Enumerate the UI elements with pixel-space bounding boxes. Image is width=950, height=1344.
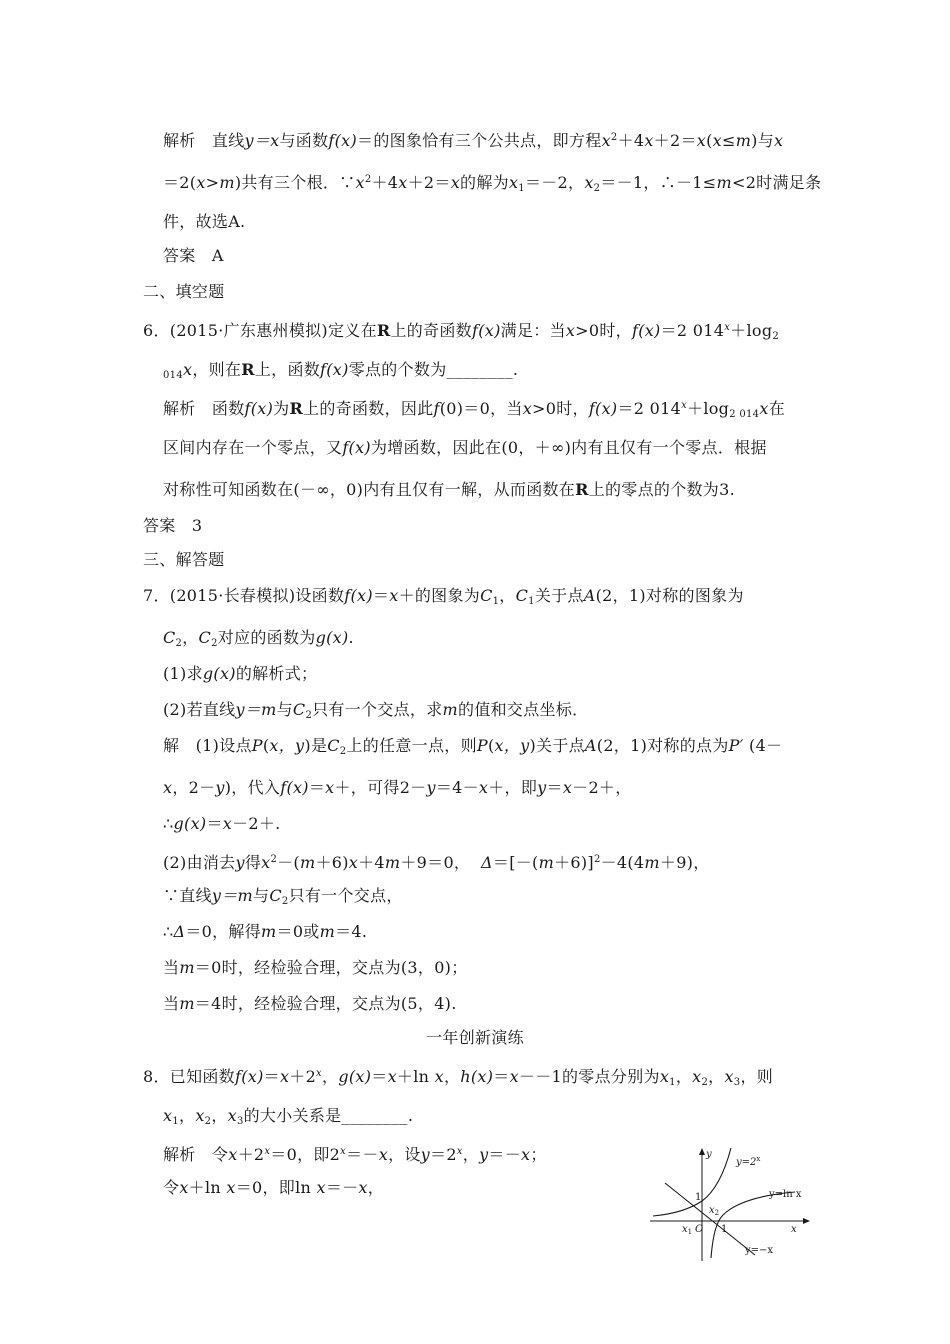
- q6-analysis-line-2: 区间内存在一个零点，又f(x)为增函数，因此在(0，＋∞)内有且仅有一个零点．根据: [163, 438, 767, 457]
- label-x1: $x_1$: [682, 1224, 693, 1236]
- x-axis-arrow: [803, 1218, 810, 1224]
- q8-analysis-line-2: 令x＋ln x＝0，即ln x＝－x，: [163, 1178, 385, 1197]
- q5-analysis-line-1: 解析 直线y＝x与函数f(x)＝的图象恰有三个公共点，即方程$x^2+4x+2=x(x\le m)$与x: [163, 131, 784, 150]
- q7-solution-line-5: ∵直线y＝m与$C_2$只有一个交点，: [163, 886, 403, 907]
- q8-stem-line-2: $x_1$，$x_2$，$x_3$的大小关系是________.: [163, 1106, 414, 1127]
- label-origin: O: [695, 1224, 704, 1235]
- q5-analysis-line-3: 件，故选A.: [163, 212, 246, 231]
- q7-solution-line-3: ∴g(x)＝x－2＋.: [163, 814, 281, 833]
- label-axis-y: y: [706, 1149, 712, 1160]
- section-heading-innovation: 一年创新演练: [426, 1028, 524, 1047]
- section-2-heading: 二、填空题: [143, 282, 225, 301]
- function-graph-figure: [645, 1143, 815, 1263]
- label-one-x: 1: [721, 1224, 728, 1235]
- section-3-heading: 三、解答题: [143, 550, 225, 569]
- label-y-lnx: y=ln x: [769, 1189, 802, 1200]
- q6-stem-line-1: 6．(2015·广东惠州模拟)定义在R上的奇函数f(x)满足：当x>0时，f(x)＝2 $014^x+\log_2$: [143, 321, 780, 342]
- label-one-y: 1: [695, 1192, 702, 1203]
- q6-analysis-line-3: 对称性可知函数在(－∞，0)内有且仅有一解，从而函数在R上的零点的个数为3.: [163, 480, 735, 499]
- label-y-2x: $y=2^x$: [736, 1155, 761, 1168]
- q7-solution-line-1: 解 (1)设点P(x，y)是$C_2$上的任意一点，则P(x，y)关于点A(2，1)对称的点为P′ (4－: [163, 736, 783, 757]
- q5-analysis-line-2: ＝2(x>m)共有三个根．$\because x^2+4x+2=x$的解为$x_1=-2$，$x_2=-1$，∴－1≤m<2时满足条: [163, 173, 822, 194]
- q6-answer: 答案 3: [143, 516, 203, 535]
- q6-stem-line-2: $_{014}$x，则在R上，函数f(x)零点的个数为________.: [163, 360, 519, 381]
- q7-stem-line-1: 7．(2015·长春模拟)设函数f(x)＝x＋的图象为$C_1$，$C_1$关于点A(2，1)对称的图象为: [143, 586, 744, 607]
- curve-exponential: [653, 1148, 731, 1216]
- q7-solution-line-2: x，2－y)，代入f(x)＝x＋，可得2－y＝4－x＋，即y＝x－2＋，: [163, 778, 632, 797]
- q7-subquestion-2: (2)若直线y＝m与$C_2$只有一个交点，求m的值和交点坐标．: [163, 700, 589, 721]
- q7-solution-line-8: 当m＝4时，经检验合理，交点为(5，4).: [163, 994, 457, 1013]
- label-y-negx: y=−x: [745, 1245, 774, 1256]
- q7-subquestion-1: (1)求g(x)的解析式；: [163, 664, 318, 683]
- label-x2: $x_2$: [709, 1205, 720, 1217]
- q5-answer: 答案 A: [163, 246, 224, 265]
- q8-analysis-line-1: 解析 令$x+2^x=0$，即$2^x=-x$，设$y=2^x$，y＝－x；: [163, 1145, 547, 1164]
- q7-solution-line-7: 当m＝0时，经检验合理，交点为(3，0)；: [163, 958, 468, 977]
- q8-stem-line-1: 8．已知函数$f(x)=x+2^x$，g(x)＝x＋ln x，h(x)＝x－－1的零点分别为$x_1$，$x_2$，$x_3$，则: [143, 1067, 774, 1088]
- y-axis-arrow: [699, 1148, 705, 1155]
- q7-solution-line-4: (2)由消去y得$x^2-(m+6)x+4m+9=0$， $\Delta=[-(m+6)]^2-4(4m+9)$，: [163, 853, 710, 872]
- label-axis-x: x: [791, 1224, 797, 1235]
- q6-analysis-line-1: 解析 函数f(x)为R上的奇函数，因此f(0)＝0，当x>0时，f(x)＝2 $014^x+\log_{2 014}x$在: [163, 399, 785, 420]
- q7-stem-line-2: $C_2$，$C_2$对应的函数为g(x).: [163, 628, 354, 649]
- q7-solution-line-6: ∴Δ＝0，解得m＝0或m＝4.: [163, 922, 368, 941]
